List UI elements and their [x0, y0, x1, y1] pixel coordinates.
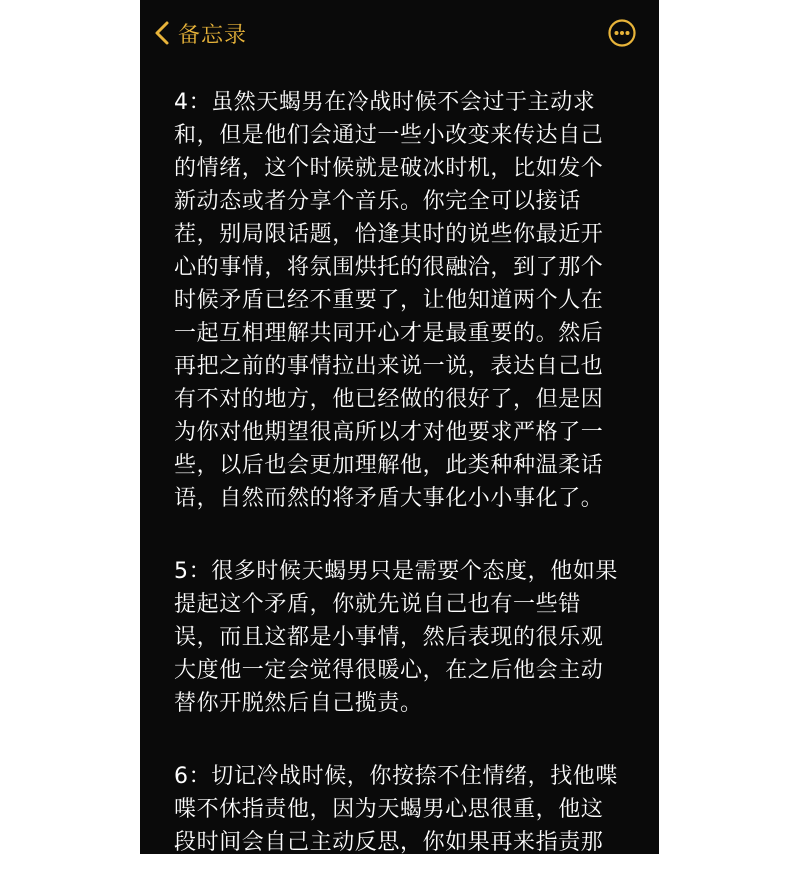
paragraph-spacer — [174, 515, 644, 555]
note-line: 时候矛盾已经不重要了，让他知道两个人在 — [174, 288, 604, 313]
more-options-button[interactable] — [607, 18, 637, 48]
note-line: 6：切记冷战时候，你按捺不住情绪，找他喋 — [174, 764, 618, 789]
note-line: 语，自然而然的将矛盾大事化小小事化了。 — [174, 486, 604, 511]
more-circle-icon — [607, 18, 637, 48]
note-body[interactable] — [174, 86, 644, 892]
note-paragraph-5 — [174, 555, 644, 720]
note-line: 茬，别局限话题，恰逢其时的说些你最近开 — [174, 222, 604, 247]
note-line: 一起互相理解共同开心才是最重要的。然后 — [174, 321, 604, 346]
note-line: 他会觉得自己已经在自省了，而你却把责任 — [174, 863, 604, 888]
note-line: 喋不休指责他，因为天蝎男心思很重，他这 — [174, 797, 604, 822]
note-line: 和，但是他们会通过一些小改变来传达自己 — [174, 123, 604, 148]
note-line: 4：虽然天蝎男在冷战时候不会过于主动求 — [174, 90, 596, 115]
note-line: 心的事情，将氛围烘托的很融洽，到了那个 — [174, 255, 604, 280]
note-line: 提起这个矛盾，你就先说自己也有一些错 — [174, 592, 581, 617]
notes-screen — [140, 0, 659, 888]
note-line: 误，而且这都是小事情，然后表现的很乐观 — [174, 625, 604, 650]
chevron-left-icon — [152, 20, 172, 46]
note-line: 新动态或者分享个音乐。你完全可以接话 — [174, 189, 581, 214]
note-paragraph-6 — [174, 760, 644, 892]
note-line: 大度他一定会觉得很暖心，在之后他会主动 — [174, 658, 604, 683]
note-line: 有不对的地方，他已经做的很好了，但是因 — [174, 387, 604, 412]
note-line: 些，以后也会更加理解他，此类种种温柔话 — [174, 453, 604, 478]
note-line: 为你对他期望很高所以才对他要求严格了一 — [174, 420, 604, 445]
note-paragraph-4 — [174, 86, 644, 515]
note-line: 5：很多时候天蝎男只是需要个态度，他如果 — [174, 559, 618, 584]
note-line: 的情绪，这个时候就是破冰时机，比如发个 — [174, 156, 604, 181]
back-button-label: 备忘录 — [178, 22, 248, 48]
back-button[interactable] — [152, 16, 247, 50]
note-line: 段时间会自己主动反思，你如果再来指责那 — [174, 830, 604, 855]
navigation-bar — [140, 0, 659, 62]
note-line: 替你开脱然后自己揽责。 — [174, 691, 423, 716]
note-line: 再把之前的事情拉出来说一说，表达自己也 — [174, 354, 604, 379]
paragraph-spacer — [174, 720, 644, 760]
